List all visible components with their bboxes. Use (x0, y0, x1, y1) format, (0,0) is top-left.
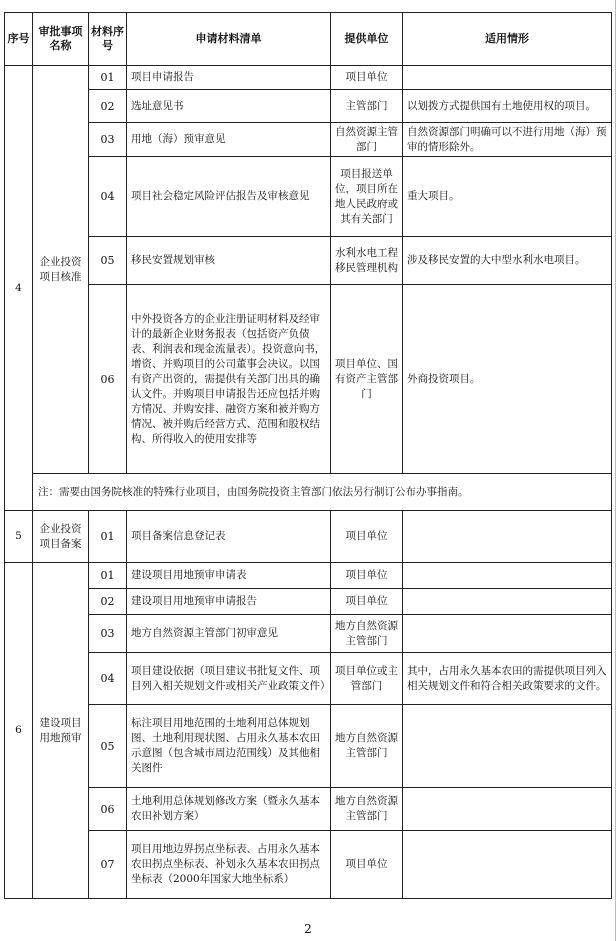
material-no: 06 (89, 285, 127, 474)
provider-text: 水利水电工程移民管理机构 (331, 237, 403, 285)
condition-text (403, 563, 612, 589)
provider-text: 地方自然资源主管部门 (331, 705, 403, 788)
condition-text (403, 788, 612, 831)
material-text: 选址意见书 (127, 90, 331, 123)
provider-text: 自然资源主管部门 (331, 123, 403, 157)
material-text: 项目备案信息登记表 (127, 511, 331, 563)
provider-text: 项目单位 (331, 589, 403, 615)
material-no: 05 (89, 705, 127, 788)
material-text: 标注项目用地范围的土地利用总体规划图、土地利用现状图、占用永久基本农田示意图（包含城市周边范围线）及其他相关图件 (127, 705, 331, 788)
material-text: 用地（海）预审意见 (127, 123, 331, 157)
material-no: 06 (89, 788, 127, 831)
material-no: 02 (89, 589, 127, 615)
material-text: 土地利用总体规划修改方案（暨永久基本农田补划方案） (127, 788, 331, 831)
condition-text (403, 66, 612, 90)
material-no: 04 (89, 653, 127, 705)
provider-text: 项目单位 (331, 831, 403, 899)
material-no: 03 (89, 615, 127, 653)
material-no: 03 (89, 123, 127, 157)
table-row (5, 123, 612, 157)
header-seq: 序号 (5, 13, 33, 66)
table-row (5, 285, 612, 474)
material-no: 01 (89, 563, 127, 589)
provider-text: 地方自然资源主管部门 (331, 788, 403, 831)
material-no: 05 (89, 237, 127, 285)
material-no: 01 (89, 66, 127, 90)
note-row (5, 474, 612, 511)
table-row (5, 90, 612, 123)
condition-text: 重大项目。 (403, 157, 612, 237)
material-text: 建设项目用地预审申请报告 (127, 589, 331, 615)
provider-text: 主管部门 (331, 90, 403, 123)
table-row (5, 831, 612, 899)
material-no: 07 (89, 831, 127, 899)
page-number: 2 (304, 922, 312, 936)
material-text: 中外投资各方的企业注册证明材料及经审计的最新企业财务报表（包括资产负债表、利润表和现金流量表）。投资意向书，增资、并购项目的公司董事会决议。以国有资产出资的，需提供有关部门出具的确认文件。并购项目申请报告还应包括并购方情况、并购安排、融资方案和被并购方情况、被并购后经营方式、范围和股权结构、所得收入的使用安排等 (127, 285, 331, 474)
condition-text: 自然资源部门明确可以不进行用地（海）预审的情形除外。 (403, 123, 612, 157)
condition-text: 外商投资项目。 (403, 285, 612, 474)
table-row (5, 563, 612, 589)
material-text: 建设项目用地预审申请表 (127, 563, 331, 589)
condition-text (403, 705, 612, 788)
table-row (5, 511, 612, 563)
condition-text (403, 831, 612, 899)
condition-text: 涉及移民安置的大中型水利水电项目。 (403, 237, 612, 285)
table-row (5, 589, 612, 615)
material-text: 项目用地边界拐点坐标表、占用永久基本农田拐点坐标表、补划永久基本农田拐点坐标表（2000年国家大地坐标系） (127, 831, 331, 899)
material-text: 项目社会稳定风险评估报告及审核意见 (127, 157, 331, 237)
group-name: 企业投资项目备案 (33, 511, 89, 563)
provider-text: 项目单位 (331, 563, 403, 589)
material-text: 地方自然资源主管部门初审意见 (127, 615, 331, 653)
header-material-no: 材料序号 (89, 13, 127, 66)
provider-text: 项目单位、国有资产主管部门 (331, 285, 403, 474)
provider-text: 项目单位或主管部门 (331, 653, 403, 705)
table-row (5, 653, 612, 705)
header-condition: 适用情形 (403, 13, 612, 66)
table-row (5, 705, 612, 788)
material-no: 04 (89, 157, 127, 237)
provider-text: 项目报送单位，项目所在地人民政府或其有关部门 (331, 157, 403, 237)
condition-text (403, 615, 612, 653)
group-seq: 6 (5, 563, 33, 899)
table-row (5, 66, 612, 90)
condition-text: 以划拨方式提供国有土地使用权的项目。 (403, 90, 612, 123)
material-no: 02 (89, 90, 127, 123)
condition-text (403, 589, 612, 615)
materials-table (4, 12, 612, 899)
header-materials: 申请材料清单 (127, 13, 331, 66)
group-name: 建设项目用地预审 (33, 563, 89, 899)
material-no: 01 (89, 511, 127, 563)
material-text: 项目申请报告 (127, 66, 331, 90)
provider-text: 项目单位 (331, 66, 403, 90)
group-name: 企业投资项目核准 (33, 66, 89, 474)
table-row (5, 615, 612, 653)
header-provider: 提供单位 (331, 13, 403, 66)
provider-text: 地方自然资源主管部门 (331, 615, 403, 653)
table-row (5, 157, 612, 237)
header-item-name: 审批事项名称 (33, 13, 89, 66)
table-row (5, 788, 612, 831)
group-seq: 4 (5, 66, 33, 511)
group-seq: 5 (5, 511, 33, 563)
group-note: 注：需要由国务院核准的特殊行业项目，由国务院投资主管部门依法另行制订公布办事指南。 (33, 474, 612, 511)
header-row (5, 13, 612, 66)
material-text: 移民安置规划审核 (127, 237, 331, 285)
table-row (5, 237, 612, 285)
material-text: 项目建设依据（项目建议书批复文件、项目列入相关规划文件或相关产业政策文件） (127, 653, 331, 705)
condition-text (403, 511, 612, 563)
provider-text: 项目单位 (331, 511, 403, 563)
condition-text: 其中，占用永久基本农田的需提供项目列入相关规划文件和符合相关政策要求的文件。 (403, 653, 612, 705)
